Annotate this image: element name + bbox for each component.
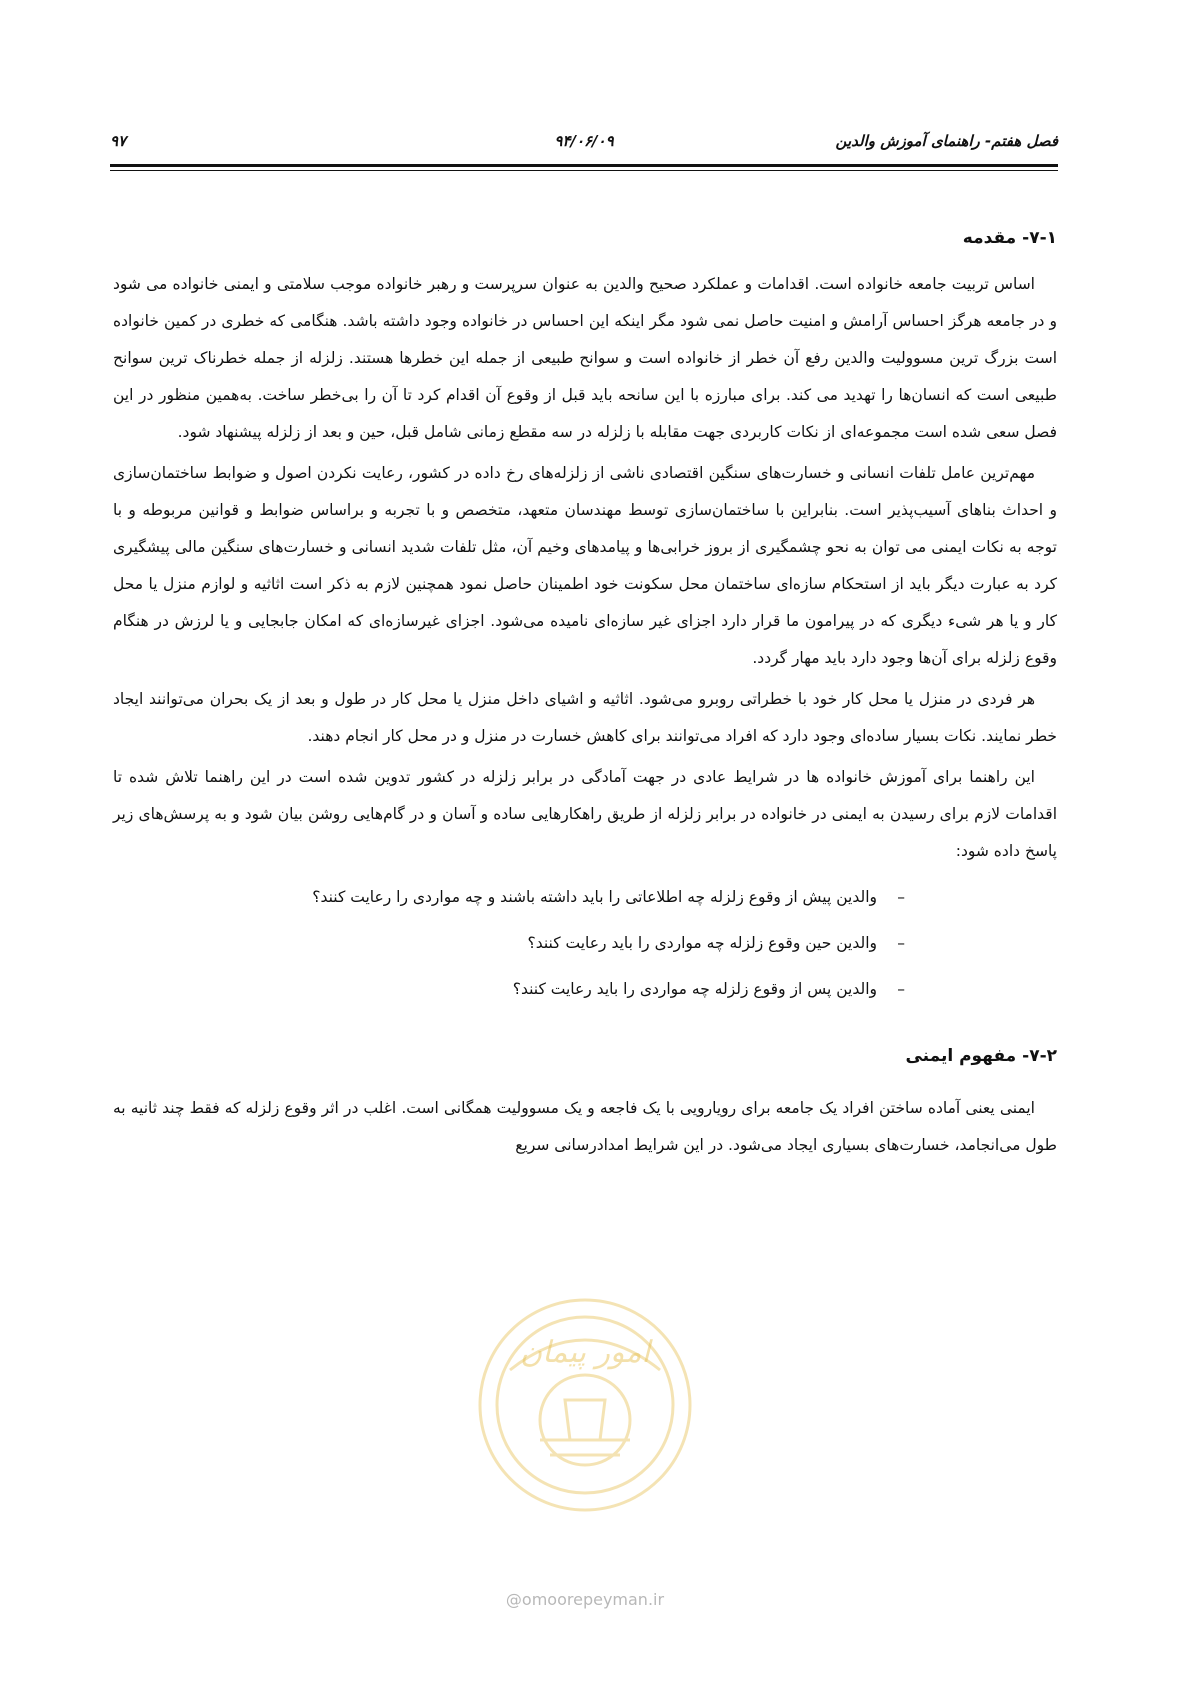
watermark-logo-text: امور پیمان [520, 1335, 650, 1370]
page-number: ۹۷ [110, 132, 127, 150]
bullet-dash: – [897, 888, 905, 906]
section-heading-introduction: ۷-۱- مقدمه [962, 228, 1057, 248]
list-item: –والدین پیش از وقوع زلزله چه اطلاعاتی را باید داشته باشند و چه مواردی را رعایت کنند؟ [113, 874, 905, 920]
chapter-title: فصل هفتم- راهنمای آموزش والدین [835, 132, 1058, 150]
paragraph: اساس تربیت جامعه خانواده است. اقدامات و عملکرد صحیح والدین به عنوان سرپرست و رهبر خانواده موجب سلامتی و ایمنی خانواده می شود و در جامعه هرگز احساس آرامش و امنیت حاصل نمی شود مگر اینکه این احساس در خانواده وجود داشته باشد. هنگامی که خطری در کمین خانواده است بزرگ ترین مسوولیت والدین رفع آن خطر از خانواده است و سوانح طبیعی از جمله این خطرها هستند. زلزله از جمله خطرناک ترین سوانح طبیعی است که انسان‌ها را تهدید می کند. برای مبارزه با این سانحه باید قبل از وقوع آن اقدام کرد تا آن را بی‌خطر ساخت. به‌همین منظور در این فصل سعی شده است مجموعه‌ای از نکات کاربردی جهت مقابله با زلزله در سه مقطع زمانی شامل قبل، حین و بعد از زلزله پیشنهاد شود. [113, 275, 1057, 441]
page-header [110, 128, 1058, 158]
bullet-dash: – [897, 934, 905, 952]
list-item: –والدین پس از وقوع زلزله چه مواردی را باید رعایت کنند؟ [113, 966, 905, 1012]
paragraph: ایمنی یعنی آماده ساختن افراد یک جامعه برای رویارویی با یک فاجعه و یک مسوولیت همگانی است. اغلب در اثر وقوع زلزله که فقط چند ثانیه به طول می‌انجامد، خسارت‌های بسیاری ایجاد می‌شود. در این شرایط امدادرسانی سریع [113, 1099, 1057, 1154]
bullet-dash: – [897, 980, 905, 998]
header-date: ۹۴/۰۶/۰۹ [554, 132, 614, 150]
question-list [113, 874, 1057, 1012]
document-body [113, 218, 1057, 1168]
header-rule-thick [110, 164, 1058, 167]
watermark-site: @omoorepeyman.ir [505, 1590, 665, 1609]
paragraph: مهم‌ترین عامل تلفات انسانی و خسارت‌های سنگین اقتصادی ناشی از زلزله‌های رخ داده در کشور، رعایت نکردن اصول و ضوابط ساختمان‌سازی و احداث بناهای آسیب‌پذیر است. بنابراین با ساختمان‌سازی توسط مهندسان متعهد، متخصص و با تجربه و براساس ضوابط و قوانین مربوطه و با توجه به نکات ایمنی می توان به نحو چشمگیری از بروز خرابی‌ها و پیامدهای وخیم آن، مثل تلفات شدید انسانی و خسارت‌های سنگین مالی پیشگیری کرد به عبارت دیگر باید از استحکام سازه‌ای ساختمان محل سکونت خود اطمینان حاصل نمود همچنین لازم به ذکر است اثاثیه و لوازم منزل یا محل کار و یا هر شیء دیگری که در پیرامون ما قرار دارد اجزای غیر سازه‌ای نامیده می‌شود. اجزای غیرسازه‌ای که امکان جابجایی و یا لرزش در هنگام وقوع زلزله برای آن‌ها وجود دارد باید مهار گردد. [113, 464, 1057, 667]
header-rule-thin [110, 170, 1058, 171]
watermark-logo [470, 1290, 700, 1520]
list-item: –والدین حین وقوع زلزله چه مواردی را باید رعایت کنند؟ [113, 920, 905, 966]
section-heading-safety-concept: ۷-۲- مفهوم ایمنی [905, 1046, 1057, 1066]
paragraph: هر فردی در منزل یا محل کار خود با خطراتی روبرو می‌شود. اثاثیه و اشیای داخل منزل یا محل کار در طول و بعد از یک بحران می‌توانند ایجاد خطر نمایند. نکات بسیار ساده‌ای وجود دارد که افراد می‌توانند برای کاهش خسارت در منزل و در محل کار انجام دهند. [113, 690, 1057, 745]
paragraph: این راهنما برای آموزش خانواده ها در شرایط عادی در جهت آمادگی در برابر زلزله در کشور تدوین شده است در این راهنما تلاش شده تا اقدامات لازم برای رسیدن به ایمنی در خانواده در برابر زلزله از طریق راهکارهایی ساده و آسان و در گام‌هایی روشن بیان شود و به پرسش‌های زیر پاسخ داده شود: [113, 768, 1057, 860]
